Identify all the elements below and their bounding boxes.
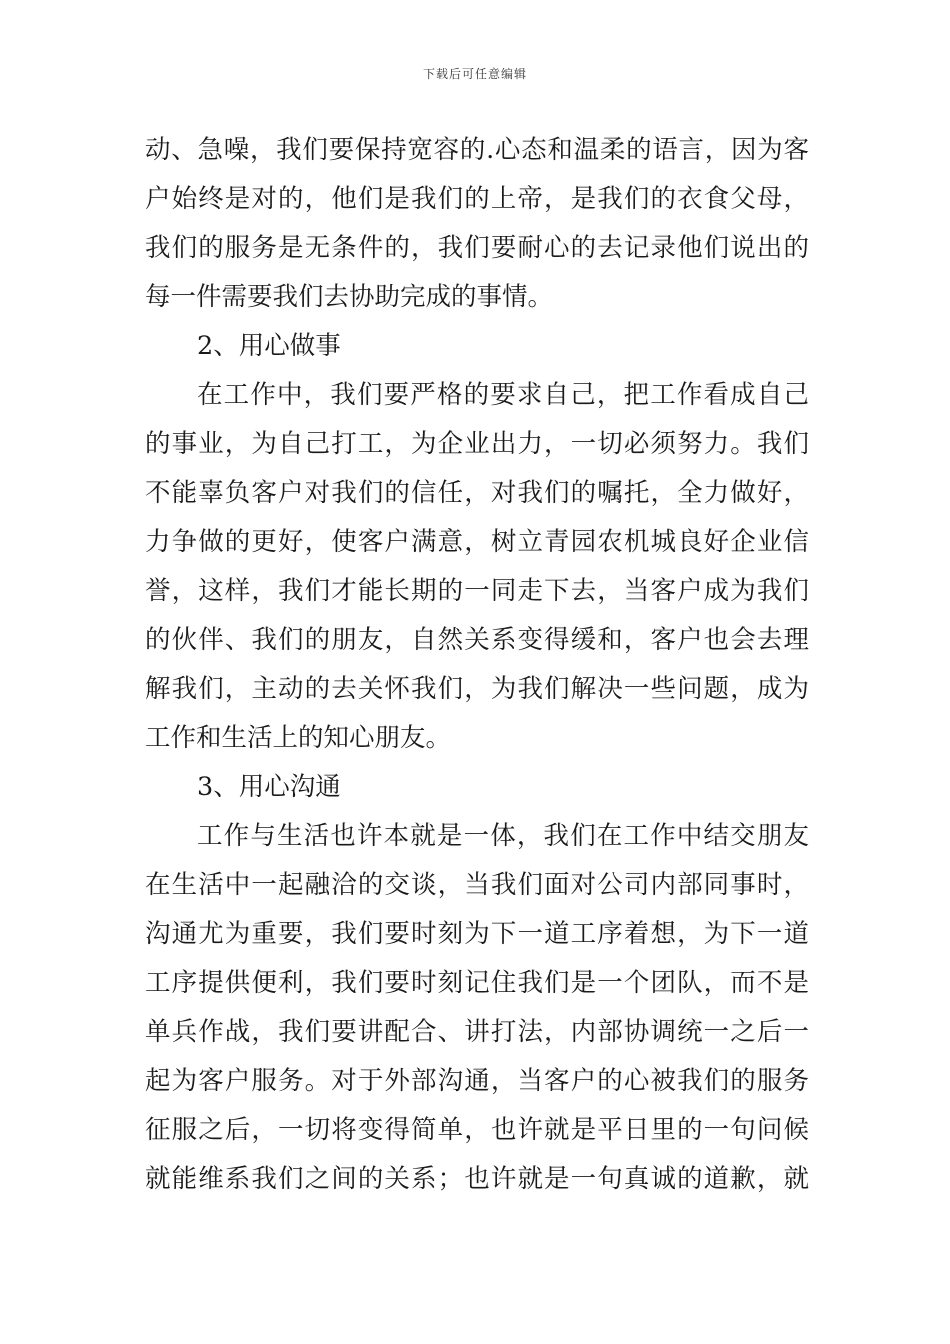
page-header: 下载后可任意编辑 [422,67,527,81]
text-line: 2、用心做事 [197,331,341,361]
text-line: 的事业，为自己打工，为企业出力，一切必须努力。我们 [145,429,809,459]
text-line: 在工作中，我们要严格的要求自己，把工作看成自己 [197,380,809,410]
text-line: 在生活中一起融洽的交谈，当我们面对公司内部同事时， [145,870,809,900]
text-line: 每一件需要我们去协助完成的事情。 [145,282,554,312]
document-body [145,126,809,1204]
text-line: 工作与生活也许本就是一体，我们在工作中结交朋友 [197,821,809,851]
text-line: 就能维系我们之间的关系；也许就是一句真诚的道歉，就 [145,1164,809,1194]
text-line: 解我们，主动的去关怀我们，为我们解决一些问题，成为 [145,674,809,704]
text-line: 我们的服务是无条件的，我们要耐心的去记录他们说出的 [145,233,809,263]
text-line: 沟通尤为重要，我们要时刻为下一道工序着想，为下一道 [145,919,809,949]
text-line: 力争做的更好，使客户满意，树立青园农机城良好企业信 [145,527,809,557]
text-line: 不能辜负客户对我们的信任，对我们的嘱托，全力做好， [145,478,809,508]
text-line: 征服之后，一切将变得简单，也许就是平日里的一句问候 [145,1115,809,1145]
text-line: 户始终是对的，他们是我们的上帝，是我们的衣食父母， [145,184,809,214]
text-line: 誉，这样，我们才能长期的一同走下去，当客户成为我们 [145,576,809,606]
text-line: 3、用心沟通 [197,772,341,802]
text-line: 起为客户服务。对于外部沟通，当客户的心被我们的服务 [145,1066,809,1096]
text-line: 工序提供便利，我们要时刻记住我们是一个团队，而不是 [145,968,809,998]
text-line: 工作和生活上的知心朋友。 [145,723,452,753]
text-line: 动、急噪，我们要保持宽容的.心态和温柔的语言，因为客 [145,135,809,165]
text-line: 的伙伴、我们的朋友，自然关系变得缓和，客户也会去理 [145,625,809,655]
text-line: 单兵作战，我们要讲配合、讲打法，内部协调统一之后一 [145,1017,809,1047]
